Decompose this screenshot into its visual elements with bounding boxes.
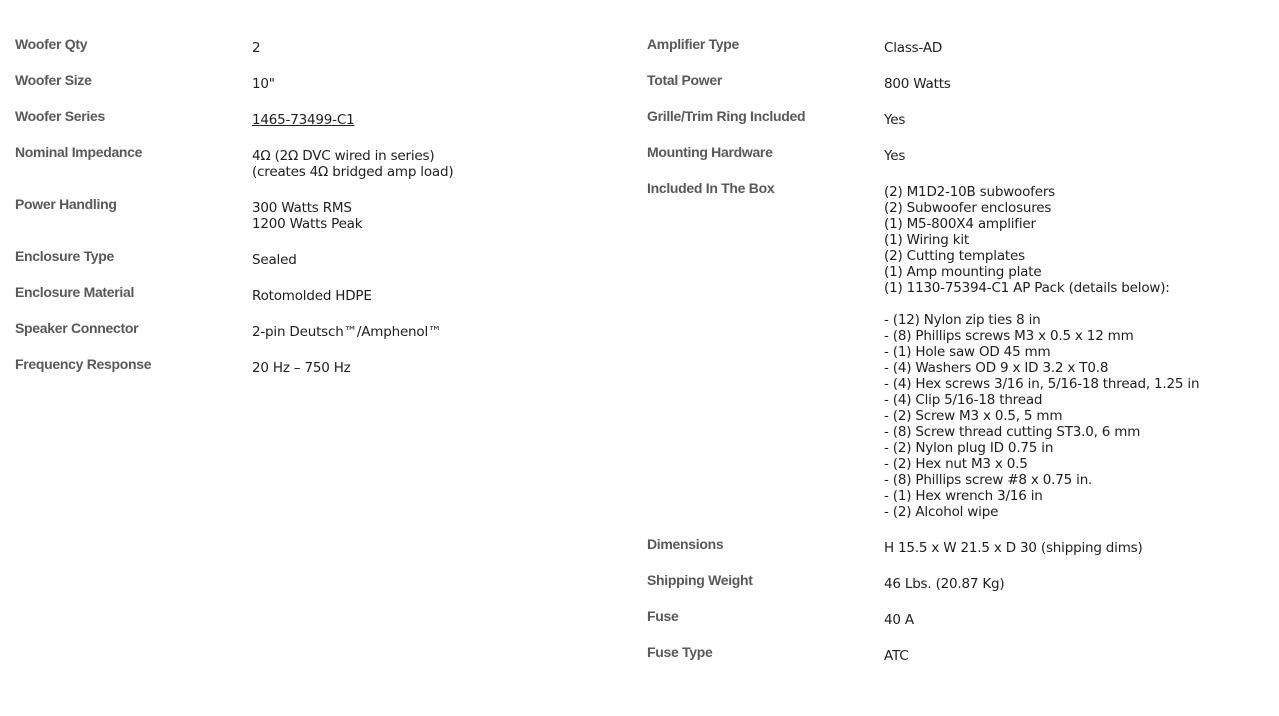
spec-value-line: (1) 1130-75394-C1 AP Pack (details below): <box>884 280 1170 296</box>
spec-value-line: (2) Subwoofer enclosures <box>884 200 1052 216</box>
spec-value <box>884 144 905 164</box>
spec-value <box>884 536 1143 556</box>
spec-column-left <box>15 36 615 392</box>
spec-label: Fuse <box>647 608 679 624</box>
spec-value-line: 10" <box>252 76 275 92</box>
spec-value <box>884 644 908 664</box>
spec-value-line: (2) M1D2-10B subwoofers <box>884 184 1055 200</box>
spec-row-fuse <box>647 608 1267 628</box>
spec-value-line: Class-AD <box>884 40 943 56</box>
spec-value-line: - (4) Washers OD 9 x ID 3.2 x T0.8 <box>884 360 1109 376</box>
spec-label: Grille/Trim Ring Included <box>647 108 806 124</box>
spec-value <box>884 608 914 628</box>
spec-value-line: 40 A <box>884 612 914 628</box>
spec-value-line: (creates 4Ω bridged amp load) <box>252 164 454 180</box>
spec-value-line: - (4) Hex screws 3/16 in, 5/16-18 thread, 1.25 in <box>884 376 1200 392</box>
spec-value-line: 20 Hz – 750 Hz <box>252 360 351 376</box>
spacer <box>884 296 1199 312</box>
spec-label: Dimensions <box>647 536 724 552</box>
spec-label: Nominal Impedance <box>15 144 143 160</box>
spec-value-line: - (2) Hex nut M3 x 0.5 <box>884 456 1028 472</box>
spec-value-line: Yes <box>884 112 906 128</box>
spec-value-line: - (8) Screw thread cutting ST3.0, 6 mm <box>884 424 1141 440</box>
spec-value-line: - (2) Screw M3 x 0.5, 5 mm <box>884 408 1063 424</box>
spec-label: Fuse Type <box>647 644 713 660</box>
spec-label: Enclosure Type <box>15 248 115 264</box>
spec-label: Amplifier Type <box>647 36 740 52</box>
spec-value-line: (1) Amp mounting plate <box>884 264 1042 280</box>
spec-label: Woofer Series <box>15 108 105 124</box>
spec-row-grille-trim-ring-included <box>647 108 1267 128</box>
spec-value-line: 4Ω (2Ω DVC wired in series) <box>252 148 435 164</box>
spec-column-right <box>647 36 1267 680</box>
spec-value-line: H 15.5 x W 21.5 x D 30 (shipping dims) <box>884 540 1143 556</box>
spec-value-line: 300 Watts RMS <box>252 200 352 216</box>
spec-value-line: 2 <box>252 40 261 56</box>
spec-row-woofer-series <box>15 108 615 128</box>
spec-label: Shipping Weight <box>647 572 753 588</box>
spec-value-line: 800 Watts <box>884 76 951 92</box>
spec-label: Woofer Qty <box>15 36 88 52</box>
spec-row-included-in-the-box <box>647 180 1267 520</box>
spec-value-line: - (1) Hole saw OD 45 mm <box>884 344 1051 360</box>
spec-value-line: - (8) Phillips screws M3 x 0.5 x 12 mm <box>884 328 1134 344</box>
spec-value-line: - (2) Alcohol wipe <box>884 504 999 520</box>
spec-value-line: - (1) Hex wrench 3/16 in <box>884 488 1043 504</box>
spec-value <box>252 356 351 376</box>
spec-row-power-handling <box>15 196 615 232</box>
spec-label: Mounting Hardware <box>647 144 773 160</box>
spec-row-mounting-hardware <box>647 144 1267 164</box>
spec-row-woofer-size <box>15 72 615 92</box>
spec-value-line: 2-pin Deutsch™/Amphenol™ <box>252 324 442 340</box>
spec-label: Total Power <box>647 72 723 88</box>
spec-row-shipping-weight <box>647 572 1267 592</box>
spec-value-line: - (2) Nylon plug ID 0.75 in <box>884 440 1054 456</box>
spec-value-line: - (8) Phillips screw #8 x 0.75 in. <box>884 472 1093 488</box>
spec-value <box>252 72 275 92</box>
woofer-series-link[interactable]: 1465-73499-C1 <box>252 112 355 128</box>
spec-row-frequency-response <box>15 356 615 376</box>
spec-value <box>252 320 441 340</box>
spec-row-nominal-impedance <box>15 144 615 180</box>
spec-value <box>252 284 372 304</box>
spec-value-line: Yes <box>884 148 906 164</box>
spec-row-fuse-type <box>647 644 1267 664</box>
spec-value <box>884 72 951 92</box>
spec-row-total-power <box>647 72 1267 92</box>
spec-row-woofer-qty <box>15 36 615 56</box>
spec-value-line: - (12) Nylon zip ties 8 in <box>884 312 1041 328</box>
spec-value-line: 1200 Watts Peak <box>252 216 363 232</box>
spec-label: Frequency Response <box>15 356 152 372</box>
spec-value <box>884 572 1004 592</box>
spec-value <box>252 248 297 268</box>
spec-label: Enclosure Material <box>15 284 135 300</box>
spec-value-line: 46 Lbs. (20.87 Kg) <box>884 576 1005 592</box>
spec-label: Included In The Box <box>647 180 775 196</box>
spec-value <box>252 36 260 56</box>
spec-value-line: Rotomolded HDPE <box>252 288 372 304</box>
spec-value-line: (2) Cutting templates <box>884 248 1025 264</box>
spec-value <box>252 144 453 180</box>
spec-row-enclosure-type <box>15 248 615 268</box>
spec-value-line: (1) M5-800X4 amplifier <box>884 216 1036 232</box>
spec-value <box>884 180 1199 520</box>
spec-row-amplifier-type <box>647 36 1267 56</box>
spec-row-speaker-connector <box>15 320 615 340</box>
spec-label: Speaker Connector <box>15 320 139 336</box>
spec-value <box>884 36 942 56</box>
spec-label: Power Handling <box>15 196 117 212</box>
spec-row-dimensions <box>647 536 1267 556</box>
spec-label: Woofer Size <box>15 72 92 88</box>
spec-value <box>252 196 362 232</box>
spec-value-line: - (4) Clip 5/16-18 thread <box>884 392 1043 408</box>
spec-value <box>884 108 905 128</box>
spec-value <box>252 108 354 128</box>
spec-value-line: ATC <box>884 648 909 664</box>
spec-value-line: Sealed <box>252 252 297 268</box>
spec-row-enclosure-material <box>15 284 615 304</box>
spec-value-line: (1) Wiring kit <box>884 232 969 248</box>
